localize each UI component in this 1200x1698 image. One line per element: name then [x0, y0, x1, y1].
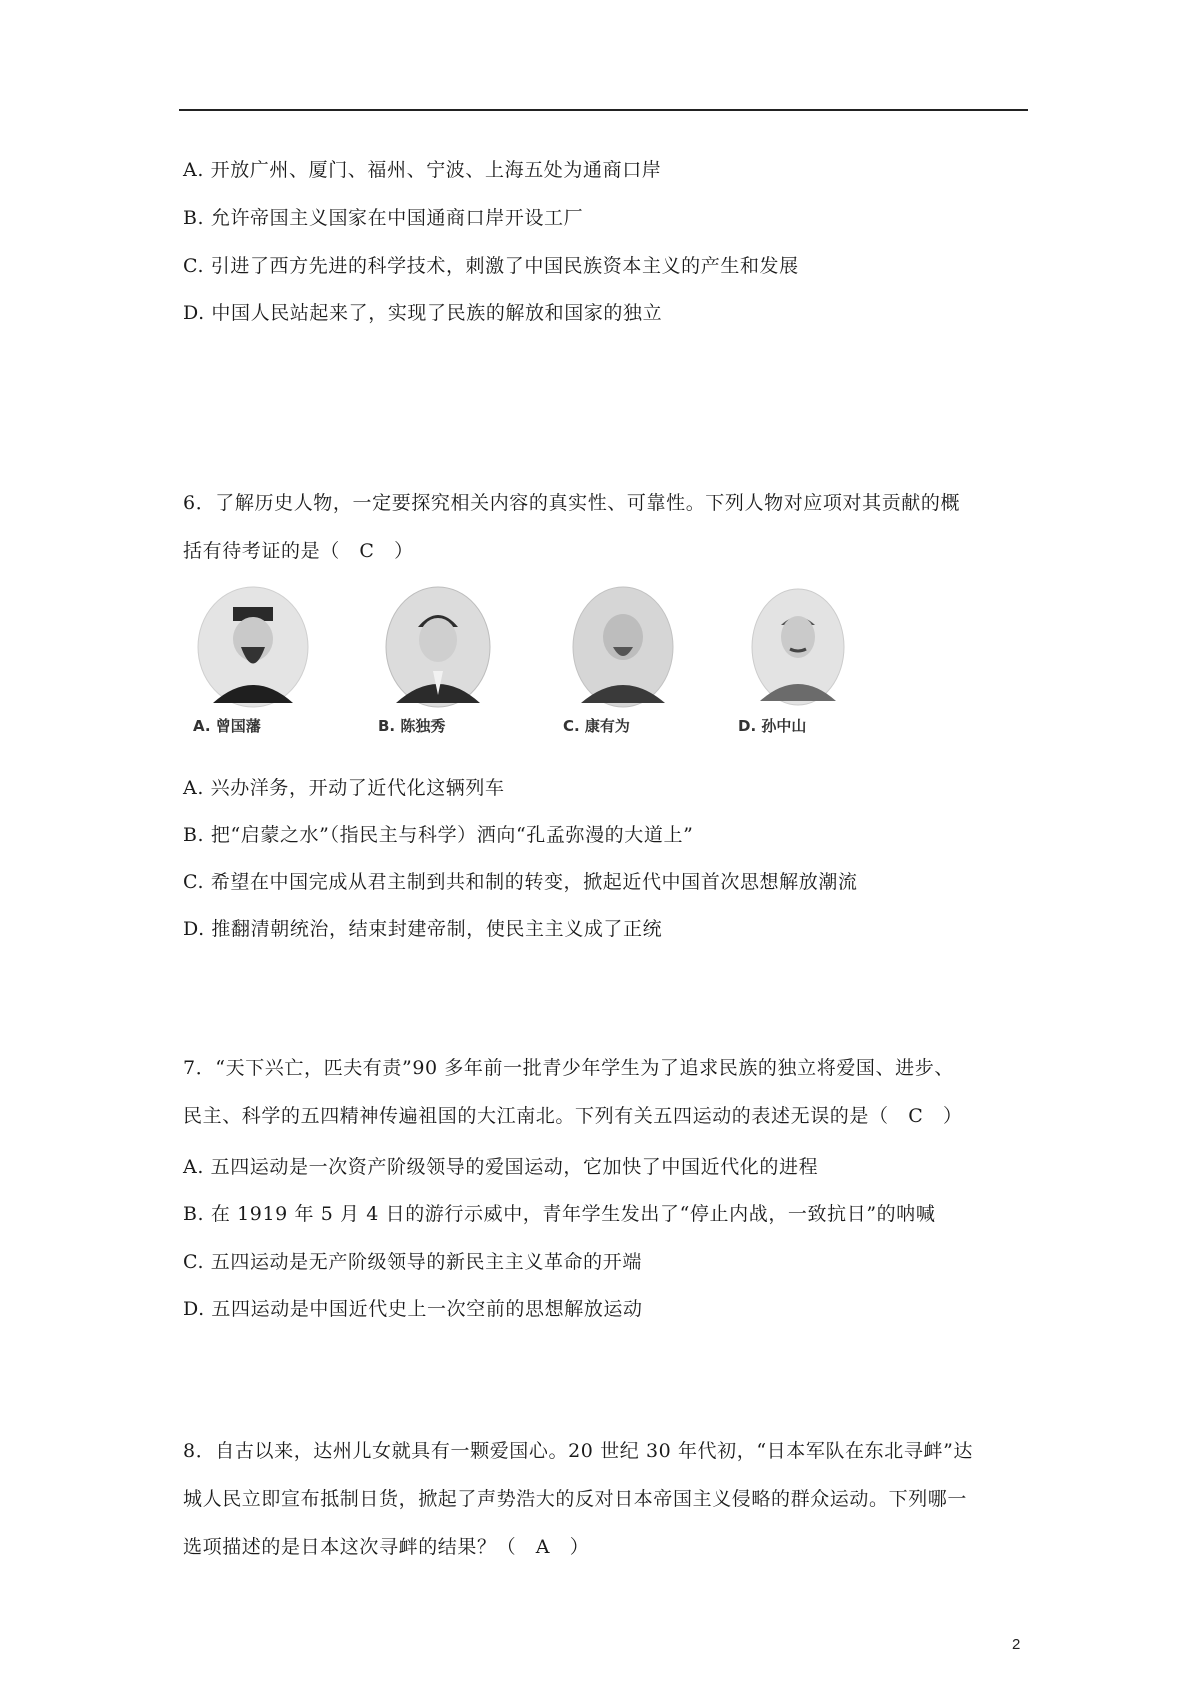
portrait-a-caption: A. 曾国藩: [193, 717, 261, 735]
q7-stem: [183, 1056, 1028, 1152]
q6-stem: [183, 491, 1028, 587]
portrait-zeng-guofan-icon: [193, 585, 313, 710]
q6-option-c: C. 希望在中国完成从君主制到共和制的转变，掀起近代中国首次思想解放潮流: [183, 871, 858, 893]
q8-stem-line-1: 8．自古以来，达州儿女就具有一颗爱国心。20 世纪 30 年代初，“日本军队在东北寻衅”达: [183, 1440, 973, 1462]
q6-stem-line-1: 6．了解历史人物，一定要探究相关内容的真实性、可靠性。下列人物对应项对其贡献的概: [183, 492, 961, 514]
portrait-row: [183, 585, 863, 745]
q6-stem-line-2: 括有待考证的是（ C ）: [183, 540, 414, 562]
q7-option-d: D. 五四运动是中国近代史上一次空前的思想解放运动: [183, 1298, 643, 1320]
q6-option-d: D. 推翻清朝统治，结束封建帝制，使民主主义成了正统: [183, 918, 663, 940]
portrait-sun-zhongshan-icon: [738, 585, 858, 710]
portrait-c: [563, 585, 703, 745]
portrait-d-caption: D. 孙中山: [738, 717, 807, 735]
portrait-kang-youwei-icon: [563, 585, 683, 710]
portrait-chen-duxiu-icon: [378, 585, 498, 710]
portrait-b: [378, 585, 518, 745]
q8-stem: [183, 1439, 1028, 1583]
portrait-c-caption: C. 康有为: [563, 717, 630, 735]
q5-option-b: B. 允许帝国主义国家在中国通商口岸开设工厂: [183, 207, 584, 229]
page-number: 2: [1012, 1636, 1021, 1653]
q7-option-a: A. 五四运动是一次资产阶级领导的爱国运动，它加快了中国近代化的进程: [183, 1156, 819, 1178]
header-rule: [179, 109, 1028, 111]
q7-option-b: B. 在 1919 年 5 月 4 日的游行示威中，青年学生发出了“停止内战，一致抗日”的呐喊: [183, 1203, 936, 1225]
q8-stem-line-2: 城人民立即宣布抵制日货，掀起了声势浩大的反对日本帝国主义侵略的群众运动。下列哪一: [183, 1488, 968, 1510]
portrait-a: [193, 585, 333, 745]
q5-option-a: A. 开放广州、厦门、福州、宁波、上海五处为通商口岸: [183, 159, 662, 181]
q7-stem-line-1: 7．“天下兴亡，匹夫有责”90 多年前一批青少年学生为了追求民族的独立将爱国、进步、: [183, 1057, 954, 1079]
portrait-b-caption: B. 陈独秀: [378, 717, 446, 735]
q7-stem-line-2: 民主、科学的五四精神传遍祖国的大江南北。下列有关五四运动的表述无误的是（ C ）: [183, 1105, 963, 1127]
q6-option-b: B. 把“启蒙之水”（指民主与科学）洒向“孔孟弥漫的大道上”: [183, 824, 694, 846]
portrait-d: [738, 585, 878, 745]
q7-option-c: C. 五四运动是无产阶级领导的新民主主义革命的开端: [183, 1251, 642, 1273]
q6-option-a: A. 兴办洋务，开动了近代化这辆列车: [183, 777, 505, 799]
q5-option-d: D. 中国人民站起来了，实现了民族的解放和国家的独立: [183, 302, 663, 324]
q5-option-c: C. 引进了西方先进的科学技术，刺激了中国民族资本主义的产生和发展: [183, 255, 799, 277]
q8-stem-line-3: 选项描述的是日本这次寻衅的结果？（ A ）: [183, 1536, 590, 1558]
